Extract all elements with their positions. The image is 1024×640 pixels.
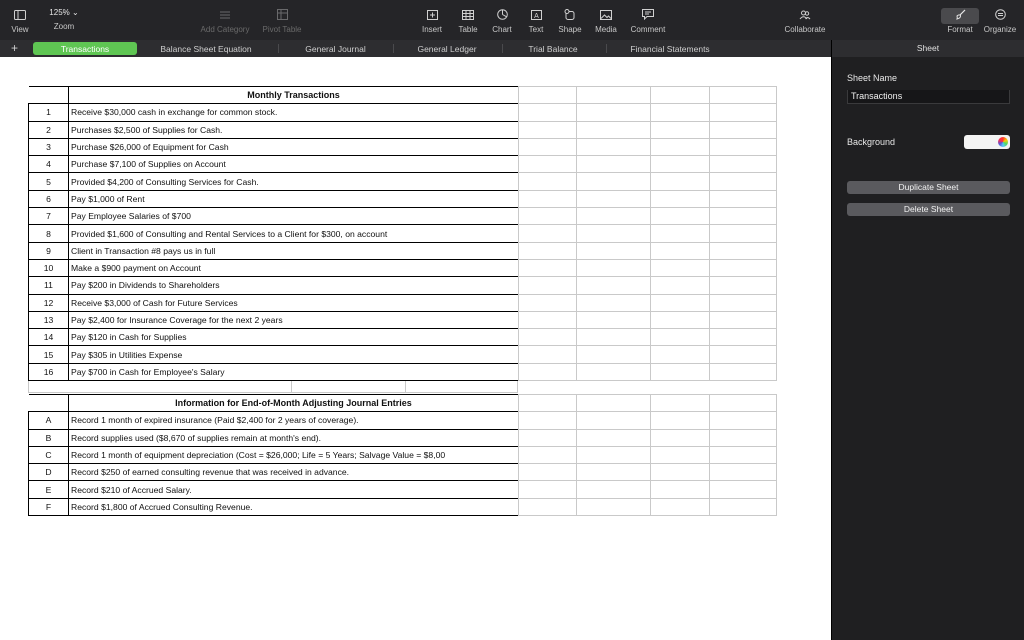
add-sheet-button[interactable]: + <box>11 41 19 55</box>
transactions-table <box>28 86 519 381</box>
transaction-row <box>29 311 519 328</box>
table-label: Table <box>458 25 478 34</box>
description-cell[interactable]: Record $1,800 of Accrued Consulting Revenue. <box>69 498 519 515</box>
spacer-divider <box>405 381 406 392</box>
empty-cell[interactable] <box>519 138 577 155</box>
empty-cell[interactable] <box>651 412 710 429</box>
row-number-cell[interactable]: 1 <box>29 104 69 121</box>
shape-icon <box>564 9 576 20</box>
adjusting-entry-row <box>29 481 519 498</box>
text-button[interactable] <box>524 0 548 40</box>
zoom-value: 125% <box>49 8 70 17</box>
media-icon <box>600 10 612 20</box>
transaction-row <box>29 225 519 242</box>
inspector-title: Sheet <box>832 40 1024 57</box>
adjusting-entry-row <box>29 498 519 515</box>
description-cell[interactable]: Record $210 of Accrued Salary. <box>69 481 519 498</box>
empty-row <box>519 277 777 294</box>
pivot-table-icon <box>277 9 288 20</box>
empty-grid-cells <box>518 394 777 516</box>
empty-cell[interactable] <box>519 429 577 446</box>
empty-cell[interactable] <box>710 464 777 481</box>
empty-cell[interactable] <box>710 208 777 225</box>
empty-cell[interactable] <box>519 225 577 242</box>
row-number-cell[interactable]: 4 <box>29 156 69 173</box>
empty-cell[interactable] <box>577 225 651 242</box>
transaction-row <box>29 294 519 311</box>
category-icon <box>220 10 230 20</box>
adjusting-entry-row <box>29 412 519 429</box>
empty-cell[interactable] <box>577 346 651 363</box>
empty-cell[interactable] <box>577 104 651 121</box>
empty-cell[interactable] <box>710 173 777 190</box>
empty-cell[interactable] <box>651 446 710 463</box>
insert-button[interactable] <box>418 0 446 40</box>
description-cell[interactable]: Record $250 of earned consulting revenue that was received in advance. <box>69 464 519 481</box>
row-number-cell[interactable]: 15 <box>29 346 69 363</box>
empty-row <box>519 294 777 311</box>
transaction-row <box>29 363 519 380</box>
header-corner-cell <box>29 87 69 104</box>
adjusting-entries-table <box>28 394 519 516</box>
svg-text:A: A <box>533 13 539 20</box>
empty-cell[interactable] <box>519 481 577 498</box>
chart-button[interactable] <box>490 0 514 40</box>
row-number-cell[interactable]: A <box>29 412 69 429</box>
empty-row <box>519 190 777 207</box>
empty-cell[interactable] <box>577 87 651 104</box>
empty-cell[interactable] <box>519 104 577 121</box>
empty-cell[interactable] <box>577 329 651 346</box>
format-button[interactable] <box>941 0 979 40</box>
empty-cell[interactable] <box>519 363 577 380</box>
empty-cell[interactable] <box>577 498 651 515</box>
empty-cell[interactable] <box>651 363 710 380</box>
empty-cell[interactable] <box>710 429 777 446</box>
empty-cell[interactable] <box>710 412 777 429</box>
empty-cell[interactable] <box>577 156 651 173</box>
description-cell[interactable]: Receive $30,000 cash in exchange for common stock. <box>69 104 519 121</box>
empty-cell[interactable] <box>651 329 710 346</box>
empty-cell[interactable] <box>577 138 651 155</box>
empty-row <box>519 446 777 463</box>
empty-row <box>519 464 777 481</box>
empty-cell[interactable] <box>651 346 710 363</box>
tab-trial-balance[interactable]: Trial Balance <box>528 43 578 54</box>
empty-cell[interactable] <box>710 311 777 328</box>
empty-cell[interactable] <box>519 277 577 294</box>
description-cell[interactable]: Pay $1,000 of Rent <box>69 190 519 207</box>
insert-icon <box>427 10 438 20</box>
view-button[interactable] <box>8 0 32 40</box>
empty-cell[interactable] <box>710 104 777 121</box>
adjusting-entry-row <box>29 464 519 481</box>
empty-cell[interactable] <box>577 259 651 276</box>
empty-row <box>519 259 777 276</box>
empty-cell[interactable] <box>519 311 577 328</box>
add-category-label: Add Category <box>200 25 250 34</box>
empty-cell[interactable] <box>519 87 577 104</box>
description-cell[interactable]: Pay $2,400 for Insurance Coverage for the next 2 years <box>69 311 519 328</box>
empty-cell[interactable] <box>577 277 651 294</box>
transaction-row <box>29 277 519 294</box>
row-number-cell[interactable]: 3 <box>29 138 69 155</box>
row-number-cell[interactable]: F <box>29 498 69 515</box>
format-label: Format <box>947 25 973 34</box>
toolbar <box>0 0 1024 40</box>
empty-cell[interactable] <box>651 208 710 225</box>
row-number-cell[interactable]: 8 <box>29 225 69 242</box>
empty-row <box>519 225 777 242</box>
comment-label: Comment <box>630 25 666 34</box>
empty-cell[interactable] <box>577 311 651 328</box>
empty-cell[interactable] <box>710 190 777 207</box>
organize-label: Organize <box>983 25 1017 34</box>
empty-cell[interactable] <box>710 363 777 380</box>
description-cell[interactable]: Client in Transaction #8 pays us in full <box>69 242 519 259</box>
transaction-row <box>29 138 519 155</box>
description-cell[interactable]: Record 1 month of equipment depreciation (Cost = $26,000; Life = 5 Years; Salvage Value = $8,00 <box>69 446 519 463</box>
empty-row <box>519 429 777 446</box>
transaction-row <box>29 329 519 346</box>
media-button[interactable] <box>593 0 619 40</box>
transaction-row <box>29 259 519 276</box>
organize-button[interactable] <box>983 0 1017 40</box>
empty-cell[interactable] <box>651 87 710 104</box>
description-cell[interactable]: Receive $3,000 of Cash for Future Services <box>69 294 519 311</box>
empty-cell[interactable] <box>519 346 577 363</box>
table-header-row <box>29 395 519 412</box>
adjusting-entry-row <box>29 446 519 463</box>
empty-row <box>519 208 777 225</box>
adjusting-entry-row <box>29 429 519 446</box>
empty-cell[interactable] <box>577 190 651 207</box>
shape-button[interactable] <box>556 0 584 40</box>
description-cell[interactable]: Pay $700 in Cash for Employee's Salary <box>69 363 519 380</box>
empty-row <box>519 138 777 155</box>
empty-row <box>519 329 777 346</box>
empty-cell[interactable] <box>710 121 777 138</box>
empty-cell[interactable] <box>577 208 651 225</box>
table-icon <box>462 10 474 20</box>
empty-cell[interactable] <box>577 464 651 481</box>
empty-cell[interactable] <box>710 481 777 498</box>
row-number-cell[interactable]: D <box>29 464 69 481</box>
header-corner-cell <box>29 395 69 412</box>
empty-cell[interactable] <box>577 395 651 412</box>
empty-cell[interactable] <box>519 173 577 190</box>
description-cell[interactable]: Pay Employee Salaries of $700 <box>69 208 519 225</box>
empty-cell[interactable] <box>519 412 577 429</box>
sheet-name-input[interactable]: Transactions <box>847 90 1010 104</box>
empty-row <box>519 412 777 429</box>
empty-row <box>519 395 777 412</box>
empty-grid-cells <box>518 86 777 381</box>
empty-cell[interactable] <box>519 242 577 259</box>
empty-cell[interactable] <box>710 259 777 276</box>
view-label: View <box>11 25 29 34</box>
empty-cell[interactable] <box>710 346 777 363</box>
background-label: Background <box>847 137 896 147</box>
row-number-cell[interactable]: C <box>29 446 69 463</box>
sidebar-icon <box>14 10 26 20</box>
empty-cell[interactable] <box>651 395 710 412</box>
empty-cell[interactable] <box>519 464 577 481</box>
chevron-down-icon: ⌄ <box>72 8 79 17</box>
comment-icon <box>642 9 654 20</box>
empty-cell[interactable] <box>710 498 777 515</box>
row-number-cell[interactable]: 12 <box>29 294 69 311</box>
empty-cell[interactable] <box>710 446 777 463</box>
transactions-title[interactable]: Monthly Transactions <box>69 87 519 104</box>
empty-cell[interactable] <box>710 225 777 242</box>
empty-row <box>519 173 777 190</box>
empty-cell[interactable] <box>519 259 577 276</box>
description-cell[interactable]: Pay $305 in Utilities Expense <box>69 346 519 363</box>
collaborate-icon <box>799 10 811 20</box>
empty-cell[interactable] <box>519 498 577 515</box>
pivot-table-button[interactable] <box>260 0 304 40</box>
tab-separator <box>393 44 394 53</box>
zoom-button[interactable] <box>46 0 82 40</box>
empty-cell[interactable] <box>651 138 710 155</box>
row-number-cell[interactable]: E <box>29 481 69 498</box>
empty-row <box>519 481 777 498</box>
zoom-label: Zoom <box>53 22 75 31</box>
row-number-cell[interactable]: B <box>29 429 69 446</box>
description-cell[interactable]: Purchases $2,500 of Supplies for Cash. <box>69 121 519 138</box>
empty-cell[interactable] <box>710 138 777 155</box>
description-cell[interactable]: Pay $200 in Dividends to Shareholders <box>69 277 519 294</box>
empty-row <box>519 242 777 259</box>
empty-cell[interactable] <box>577 363 651 380</box>
empty-cell[interactable] <box>577 446 651 463</box>
tab-separator <box>502 44 503 53</box>
row-number-cell[interactable]: 7 <box>29 208 69 225</box>
sheet-canvas <box>0 57 831 640</box>
empty-cell[interactable] <box>519 446 577 463</box>
empty-cell[interactable] <box>651 173 710 190</box>
tab-transactions[interactable]: Transactions <box>33 42 137 55</box>
format-inspector <box>831 40 1024 640</box>
empty-cell[interactable] <box>577 481 651 498</box>
empty-cell[interactable] <box>710 329 777 346</box>
empty-cell[interactable] <box>577 429 651 446</box>
duplicate-sheet-button[interactable]: Duplicate Sheet <box>847 181 1010 194</box>
spacer-row <box>28 381 518 393</box>
description-cell[interactable]: Purchase $26,000 of Equipment for Cash <box>69 138 519 155</box>
empty-cell[interactable] <box>651 156 710 173</box>
empty-row <box>519 363 777 380</box>
empty-cell[interactable] <box>651 481 710 498</box>
tab-balance-sheet-equation[interactable]: Balance Sheet Equation <box>160 43 252 54</box>
description-cell[interactable]: Record supplies used ($8,670 of supplies remain at month's end). <box>69 429 519 446</box>
empty-cell[interactable] <box>651 242 710 259</box>
empty-cell[interactable] <box>651 121 710 138</box>
background-color-well[interactable] <box>964 135 1010 149</box>
empty-cell[interactable] <box>651 259 710 276</box>
description-cell[interactable]: Pay $120 in Cash for Supplies <box>69 329 519 346</box>
table-header-row <box>29 87 519 104</box>
sheet-name-label: Sheet Name <box>847 73 898 83</box>
comment-button[interactable] <box>629 0 667 40</box>
empty-cell[interactable] <box>710 395 777 412</box>
shape-label: Shape <box>558 25 582 34</box>
empty-cell[interactable] <box>519 395 577 412</box>
empty-row <box>519 87 777 104</box>
transaction-row <box>29 208 519 225</box>
tab-general-journal[interactable]: General Journal <box>305 43 366 54</box>
empty-cell[interactable] <box>577 242 651 259</box>
row-number-cell[interactable]: 10 <box>29 259 69 276</box>
spacer-divider <box>291 381 292 392</box>
empty-row <box>519 156 777 173</box>
delete-sheet-button[interactable]: Delete Sheet <box>847 203 1010 216</box>
collaborate-label: Collaborate <box>784 25 826 34</box>
empty-cell[interactable] <box>710 277 777 294</box>
empty-cell[interactable] <box>651 429 710 446</box>
empty-row <box>519 121 777 138</box>
adjusting-title[interactable]: Information for End-of-Month Adjusting Journal Entries <box>69 395 519 412</box>
empty-cell[interactable] <box>710 294 777 311</box>
empty-cell[interactable] <box>651 311 710 328</box>
sheet-tab-bar <box>0 40 831 57</box>
row-number-cell[interactable]: 6 <box>29 190 69 207</box>
empty-cell[interactable] <box>710 156 777 173</box>
empty-cell[interactable] <box>577 412 651 429</box>
transaction-row <box>29 121 519 138</box>
empty-cell[interactable] <box>651 498 710 515</box>
empty-cell[interactable] <box>519 190 577 207</box>
empty-cell[interactable] <box>577 121 651 138</box>
transaction-row <box>29 104 519 121</box>
row-number-cell[interactable]: 16 <box>29 363 69 380</box>
empty-cell[interactable] <box>519 121 577 138</box>
empty-cell[interactable] <box>651 464 710 481</box>
empty-cell[interactable] <box>710 242 777 259</box>
empty-cell[interactable] <box>519 329 577 346</box>
chart-label: Chart <box>492 25 512 34</box>
insert-label: Insert <box>421 25 442 34</box>
description-cell[interactable]: Provided $1,600 of Consulting and Rental Services to a Client for $300, on account <box>69 225 519 242</box>
row-number-cell[interactable]: 5 <box>29 173 69 190</box>
organize-icon <box>995 9 1006 20</box>
tab-separator <box>606 44 607 53</box>
empty-cell[interactable] <box>577 294 651 311</box>
empty-cell[interactable] <box>519 294 577 311</box>
transaction-row <box>29 242 519 259</box>
description-cell[interactable]: Provided $4,200 of Consulting Services for Cash. <box>69 173 519 190</box>
transaction-row <box>29 346 519 363</box>
row-number-cell[interactable]: 11 <box>29 277 69 294</box>
empty-cell[interactable] <box>651 294 710 311</box>
empty-row <box>519 498 777 515</box>
row-number-cell[interactable]: 2 <box>29 121 69 138</box>
transaction-row <box>29 190 519 207</box>
empty-row <box>519 104 777 121</box>
empty-cell[interactable] <box>577 173 651 190</box>
media-label: Media <box>595 25 617 34</box>
description-cell[interactable]: Record 1 month of expired insurance (Paid $2,400 for 2 years of coverage). <box>69 412 519 429</box>
empty-cell[interactable] <box>710 87 777 104</box>
empty-cell[interactable] <box>651 225 710 242</box>
empty-cell[interactable] <box>651 190 710 207</box>
color-wheel-icon[interactable] <box>998 137 1008 147</box>
empty-row <box>519 311 777 328</box>
text-icon <box>531 10 542 20</box>
transaction-row <box>29 156 519 173</box>
empty-row <box>519 346 777 363</box>
collaborate-button[interactable] <box>783 0 827 40</box>
paintbrush-icon <box>955 9 966 20</box>
transaction-row <box>29 173 519 190</box>
empty-cell[interactable] <box>651 104 710 121</box>
row-number-cell[interactable]: 13 <box>29 311 69 328</box>
row-number-cell[interactable]: 14 <box>29 329 69 346</box>
tab-separator <box>278 44 279 53</box>
tab-financial-statements[interactable]: Financial Statements <box>630 43 710 54</box>
pivot-table-label: Pivot Table <box>262 25 302 34</box>
empty-cell[interactable] <box>519 208 577 225</box>
text-label: Text <box>528 25 544 34</box>
empty-cell[interactable] <box>651 277 710 294</box>
description-cell[interactable]: Purchase $7,100 of Supplies on Account <box>69 156 519 173</box>
table-button[interactable] <box>455 0 481 40</box>
chart-icon <box>497 9 508 20</box>
empty-cell[interactable] <box>519 156 577 173</box>
description-cell[interactable]: Make a $900 payment on Account <box>69 259 519 276</box>
row-number-cell[interactable]: 9 <box>29 242 69 259</box>
tab-general-ledger[interactable]: General Ledger <box>417 43 477 54</box>
add-category-button[interactable] <box>198 0 252 40</box>
